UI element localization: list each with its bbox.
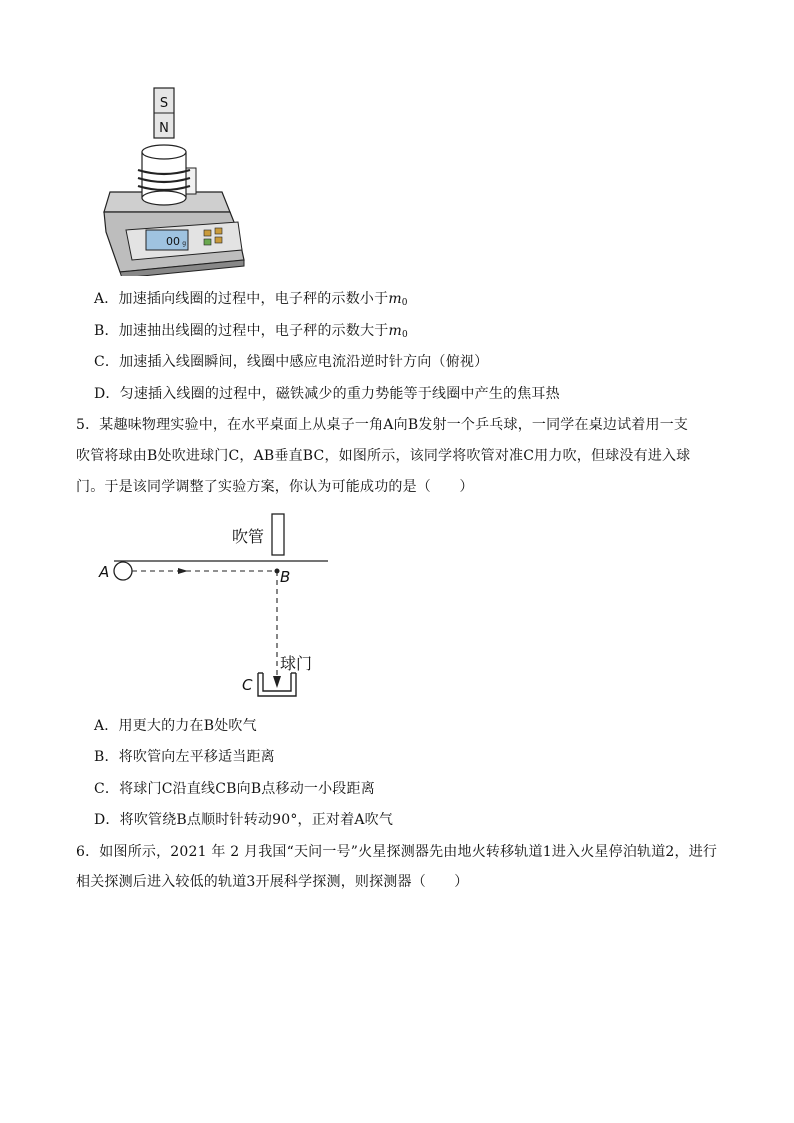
q4-option-b-sub: 0 [401, 330, 408, 340]
q5-option-d: D．将吹管绕B点顺时针转动90°，正对着A吹气 [94, 812, 394, 828]
q4-option-b [94, 321, 408, 345]
magnet-n-label: N [159, 121, 169, 136]
blowpipe-label: 吹管 [232, 527, 265, 546]
q4-option-a-sub: 0 [401, 298, 408, 308]
scale-display-value: 00 [166, 235, 180, 248]
blowpipe [272, 514, 284, 555]
ball-a [114, 562, 132, 580]
q5-stem-line-1: 5．某趣味物理实验中，在水平桌面上从桌子一角A向B发射一个乒乓球，一同学在桌边试着用一支 [76, 417, 689, 433]
label-b: B [280, 568, 291, 586]
q4-option-d: D．匀速插入线圈的过程中，磁铁减少的重力势能等于线圈中产生的焦耳热 [94, 386, 560, 402]
magnet-coil-scale-figure [96, 82, 246, 276]
q4-option-c: C．加速插入线圈瞬间，线圈中感应电流沿逆时针方向（俯视） [94, 354, 489, 370]
q4-option-a [94, 289, 408, 313]
label-c: C [242, 676, 253, 694]
q4-option-a-symbol: m [388, 291, 402, 307]
q5-option-c: C．将球门C沿直线CB向B点移动一小段距离 [94, 781, 375, 797]
q5-option-a: A．用更大的力在B处吹气 [94, 718, 257, 734]
goal-label: 球门 [280, 654, 313, 673]
q5-stem-line-3: 门。于是该同学调整了实验方案，你认为可能成功的是（ ） [76, 479, 474, 495]
magnet-s-label: S [159, 96, 169, 111]
blowpipe-goal-figure [96, 508, 336, 708]
q4-option-a-text: A．加速插向线圈的过程中，电子秤的示数小于 [94, 291, 389, 307]
q6-stem-line-2: 相关探测后进入较低的轨道3开展科学探测，则探测器（ ） [76, 874, 469, 890]
q4-option-b-symbol: m [388, 323, 402, 339]
q5-stem-line-2: 吹管将球由B处吹进球门C，AB垂直BC，如图所示，该同学将吹管对准C用力吹，但球没有进入球 [76, 448, 691, 464]
q5-option-b: B．将吹管向左平移适当距离 [94, 749, 275, 765]
q6-stem-line-1: 6．如图所示，2021 年 2 月我国“天问一号”火星探测器先由地火转移轨道1进入火星停泊轨道2，进行 [76, 844, 718, 860]
scale-display-unit: g [182, 240, 186, 247]
label-a: A [99, 563, 110, 581]
q4-option-b-text: B．加速抽出线圈的过程中，电子秤的示数大于 [94, 323, 389, 339]
